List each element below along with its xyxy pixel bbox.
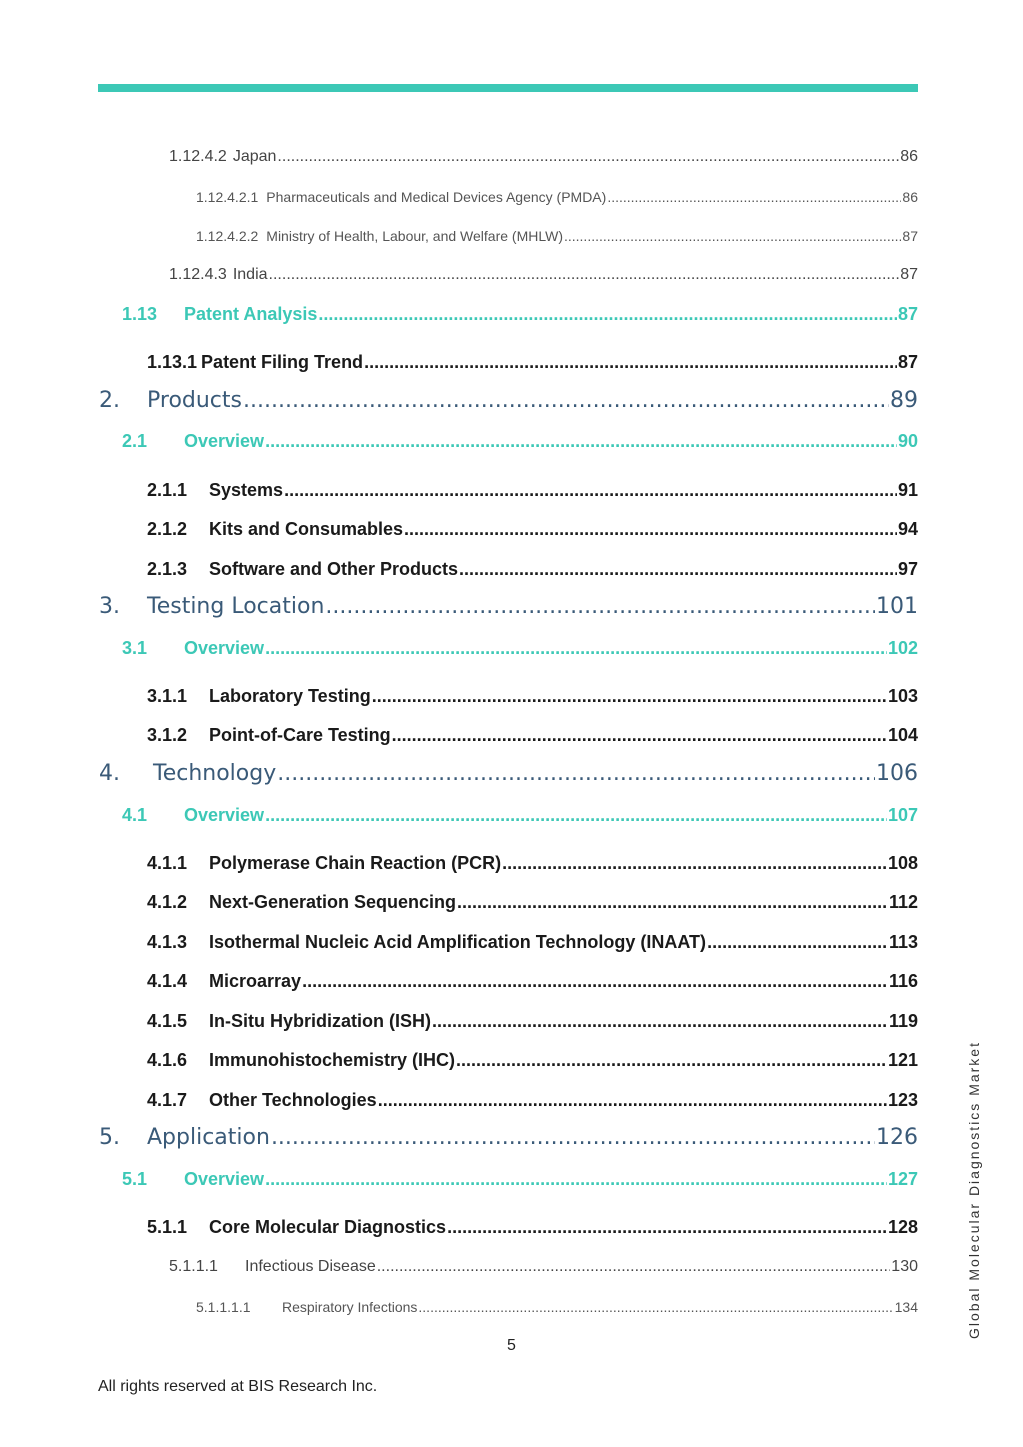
toc-entry-title: Next-Generation Sequencing (209, 892, 457, 912)
toc-entry[interactable] (196, 228, 918, 244)
toc-entry-page: 107 (887, 805, 918, 825)
toc-entry-number: 5.1.1.1.1 (196, 1299, 251, 1315)
toc-entry-page: 106 (876, 761, 918, 786)
toc-entry-title: Overview (184, 638, 265, 658)
toc-entry-title: Software and Other Products (209, 559, 459, 579)
toc-entry[interactable] (169, 1258, 918, 1276)
toc-entry-page: 126 (876, 1125, 918, 1150)
toc-entry-page: 123 (887, 1090, 918, 1110)
toc-entry[interactable] (147, 853, 918, 874)
toc-entry-number: 1.13.1 (147, 352, 198, 372)
toc-entry-title: India (232, 266, 268, 283)
toc-entry-number: 5. (99, 1125, 120, 1150)
toc-entry[interactable] (147, 1217, 918, 1238)
toc-entry[interactable] (122, 431, 918, 452)
dot-leader (447, 1217, 887, 1238)
toc-entry-title: Patent Analysis (184, 304, 318, 324)
toc-entry-number: 4.1.6 (147, 1050, 188, 1070)
side-running-title: Global Molecular Diagnostics Market (966, 1041, 982, 1339)
toc-entry-page: 127 (887, 1169, 918, 1189)
toc-entry-number: 2.1.2 (147, 519, 188, 539)
toc-entry-page: 113 (888, 932, 918, 952)
toc-entry-title: Other Technologies (209, 1090, 377, 1110)
toc-entry-number: 4.1.5 (147, 1011, 188, 1031)
toc-entry-page: 87 (897, 352, 918, 372)
dot-leader (265, 1169, 887, 1190)
toc-entry-page: 86 (902, 189, 918, 205)
toc-entry-page: 97 (897, 559, 918, 579)
toc-entry-page: 102 (887, 638, 918, 658)
dot-leader (318, 304, 897, 325)
toc-entry-number: 2.1.1 (147, 480, 188, 500)
toc-entry-page: 87 (897, 304, 918, 324)
toc-entry[interactable] (147, 1090, 918, 1111)
toc-entry-title: Products (147, 388, 242, 413)
toc-entry-title: Core Molecular Diagnostics (209, 1217, 447, 1237)
toc-entry-number: 2.1 (122, 431, 148, 451)
dot-leader (378, 1090, 887, 1111)
toc-entry-title: Infectious Disease (245, 1258, 376, 1275)
toc-entry-number: 2.1.3 (147, 559, 188, 579)
footer-copyright: All rights reserved at BIS Research Inc. (98, 1378, 378, 1395)
toc-entry-page: 86 (900, 148, 918, 165)
dot-leader (302, 971, 888, 992)
dot-leader (502, 853, 887, 874)
toc-entry-page: 130 (891, 1258, 918, 1275)
toc-entry-page: 116 (888, 971, 918, 991)
toc-entry-title: Japan (232, 148, 277, 165)
toc-entry-number: 4.1.1 (147, 853, 188, 873)
toc-entry-title: Application (147, 1125, 270, 1150)
toc-entry-page: 121 (887, 1050, 918, 1070)
toc-entry[interactable] (122, 805, 918, 826)
toc-entry-page: 91 (897, 480, 918, 500)
toc-entry-number: 1.12.4.2 (169, 148, 227, 165)
toc-entry[interactable] (147, 1011, 918, 1032)
dot-leader (377, 1258, 891, 1276)
toc-entry-page: 104 (887, 725, 918, 745)
toc-entry-title: Ministry of Health, Labour, and Welfare (MHLW) (266, 228, 563, 244)
dot-leader (457, 892, 888, 913)
toc-entry-page: 87 (902, 228, 918, 244)
toc-entry-number: 3. (99, 594, 120, 619)
toc-entry-title: Polymerase Chain Reaction (PCR) (209, 853, 502, 873)
toc-entry-title: Overview (184, 431, 265, 451)
dot-leader (432, 1011, 888, 1032)
dot-leader (269, 266, 900, 284)
toc-entry[interactable] (196, 189, 918, 205)
dot-leader (243, 388, 889, 413)
dot-leader (265, 638, 887, 659)
dot-leader (456, 1050, 887, 1071)
toc-entry-page: 90 (897, 431, 918, 451)
toc-entry-page: 94 (897, 519, 918, 539)
dot-leader (364, 352, 897, 373)
toc-entry-title: Immunohistochemistry (IHC) (209, 1050, 456, 1070)
toc-entry-page: 119 (888, 1011, 918, 1031)
toc-entry[interactable] (147, 1050, 918, 1071)
toc-entry[interactable] (147, 480, 918, 501)
toc-entry[interactable] (147, 932, 918, 953)
toc-entry-number: 1.12.4.2.1 (196, 189, 259, 205)
dot-leader (564, 228, 901, 244)
toc-entry-number: 4.1.2 (147, 892, 188, 912)
dot-leader (459, 559, 897, 580)
toc-entry-title: Patent Filing Trend (201, 352, 364, 372)
toc-entry[interactable] (147, 352, 918, 373)
toc-entry[interactable] (147, 892, 918, 913)
toc-entry[interactable] (169, 266, 918, 284)
toc-entry[interactable] (99, 388, 918, 413)
toc-entry[interactable] (122, 638, 918, 659)
dot-leader (277, 761, 875, 786)
dot-leader (392, 725, 887, 746)
toc-entry-number: 4.1 (122, 805, 148, 825)
toc-entry-number: 5.1.1 (147, 1217, 188, 1237)
toc-entry[interactable] (169, 148, 918, 166)
toc-entry-page: 112 (888, 892, 918, 912)
dot-leader (284, 480, 897, 501)
toc-entry-number: 1.13 (122, 304, 158, 324)
toc-entry-title: Point-of-Care Testing (209, 725, 391, 745)
toc-entry-number: 5.1.1.1 (169, 1258, 218, 1275)
toc-entry-number: 3.1.2 (147, 725, 188, 745)
toc-entry-number: 4.1.4 (147, 971, 188, 991)
toc-entry-number: 3.1 (122, 638, 148, 658)
dot-leader (404, 519, 897, 540)
toc-entry-title: In-Situ Hybridization (ISH) (209, 1011, 431, 1031)
toc-entry-title: Kits and Consumables (209, 519, 404, 539)
toc-entry-page: 134 (894, 1299, 918, 1315)
toc-entry[interactable] (122, 1169, 918, 1190)
toc-entry-number: 4.1.3 (147, 932, 188, 952)
header-accent-rule (98, 84, 918, 92)
toc-entry[interactable] (147, 971, 918, 992)
toc-entry-number: 3.1.1 (147, 686, 188, 706)
toc-entry-title: Overview (184, 805, 265, 825)
toc-entry-title: Isothermal Nucleic Acid Amplification Technology (INAAT) (209, 932, 707, 952)
toc-entry-number: 1.12.4.3 (169, 266, 227, 283)
toc-entry-number: 5.1 (122, 1169, 148, 1189)
toc-entry-number: 4. (99, 761, 120, 786)
toc-entry-title: Testing Location (147, 594, 325, 619)
toc-entry-page: 87 (900, 266, 918, 283)
toc-entry[interactable] (99, 761, 918, 786)
toc-entry-page: 101 (876, 594, 918, 619)
dot-leader (418, 1299, 893, 1315)
toc-entry-title: Respiratory Infections (282, 1299, 418, 1315)
dot-leader (265, 431, 897, 452)
dot-leader (607, 189, 901, 205)
toc-entry-page: 108 (887, 853, 918, 873)
toc-entry-title: Pharmaceuticals and Medical Devices Agency (PMDA) (266, 189, 607, 205)
toc-entry-title: Systems (209, 480, 284, 500)
dot-leader (265, 805, 887, 826)
toc-entry-page: 103 (887, 686, 918, 706)
toc-entry[interactable] (147, 686, 918, 707)
page-number: 5 (507, 1337, 516, 1354)
dot-leader (277, 148, 899, 166)
toc-entry[interactable] (99, 594, 918, 619)
toc-entry-title: Overview (184, 1169, 265, 1189)
dot-leader (372, 686, 887, 707)
dot-leader (271, 1125, 875, 1150)
toc-entry-number: 2. (99, 388, 120, 413)
toc-entry-title: Technology (153, 761, 277, 786)
toc-entry-page: 128 (887, 1217, 918, 1237)
toc-entry[interactable] (147, 519, 918, 540)
toc-entry[interactable] (122, 304, 918, 325)
toc-entry-title: Microarray (209, 971, 302, 991)
toc-entry-title: Laboratory Testing (209, 686, 371, 706)
toc-entry-number: 1.12.4.2.2 (196, 228, 259, 244)
toc-entry-number: 4.1.7 (147, 1090, 188, 1110)
dot-leader (325, 594, 875, 619)
toc-entry[interactable] (196, 1299, 918, 1315)
toc-entry[interactable] (147, 559, 918, 580)
toc-entry[interactable] (147, 725, 918, 746)
toc-entry[interactable] (99, 1125, 918, 1150)
dot-leader (707, 932, 888, 953)
toc-entry-page: 89 (890, 388, 918, 413)
